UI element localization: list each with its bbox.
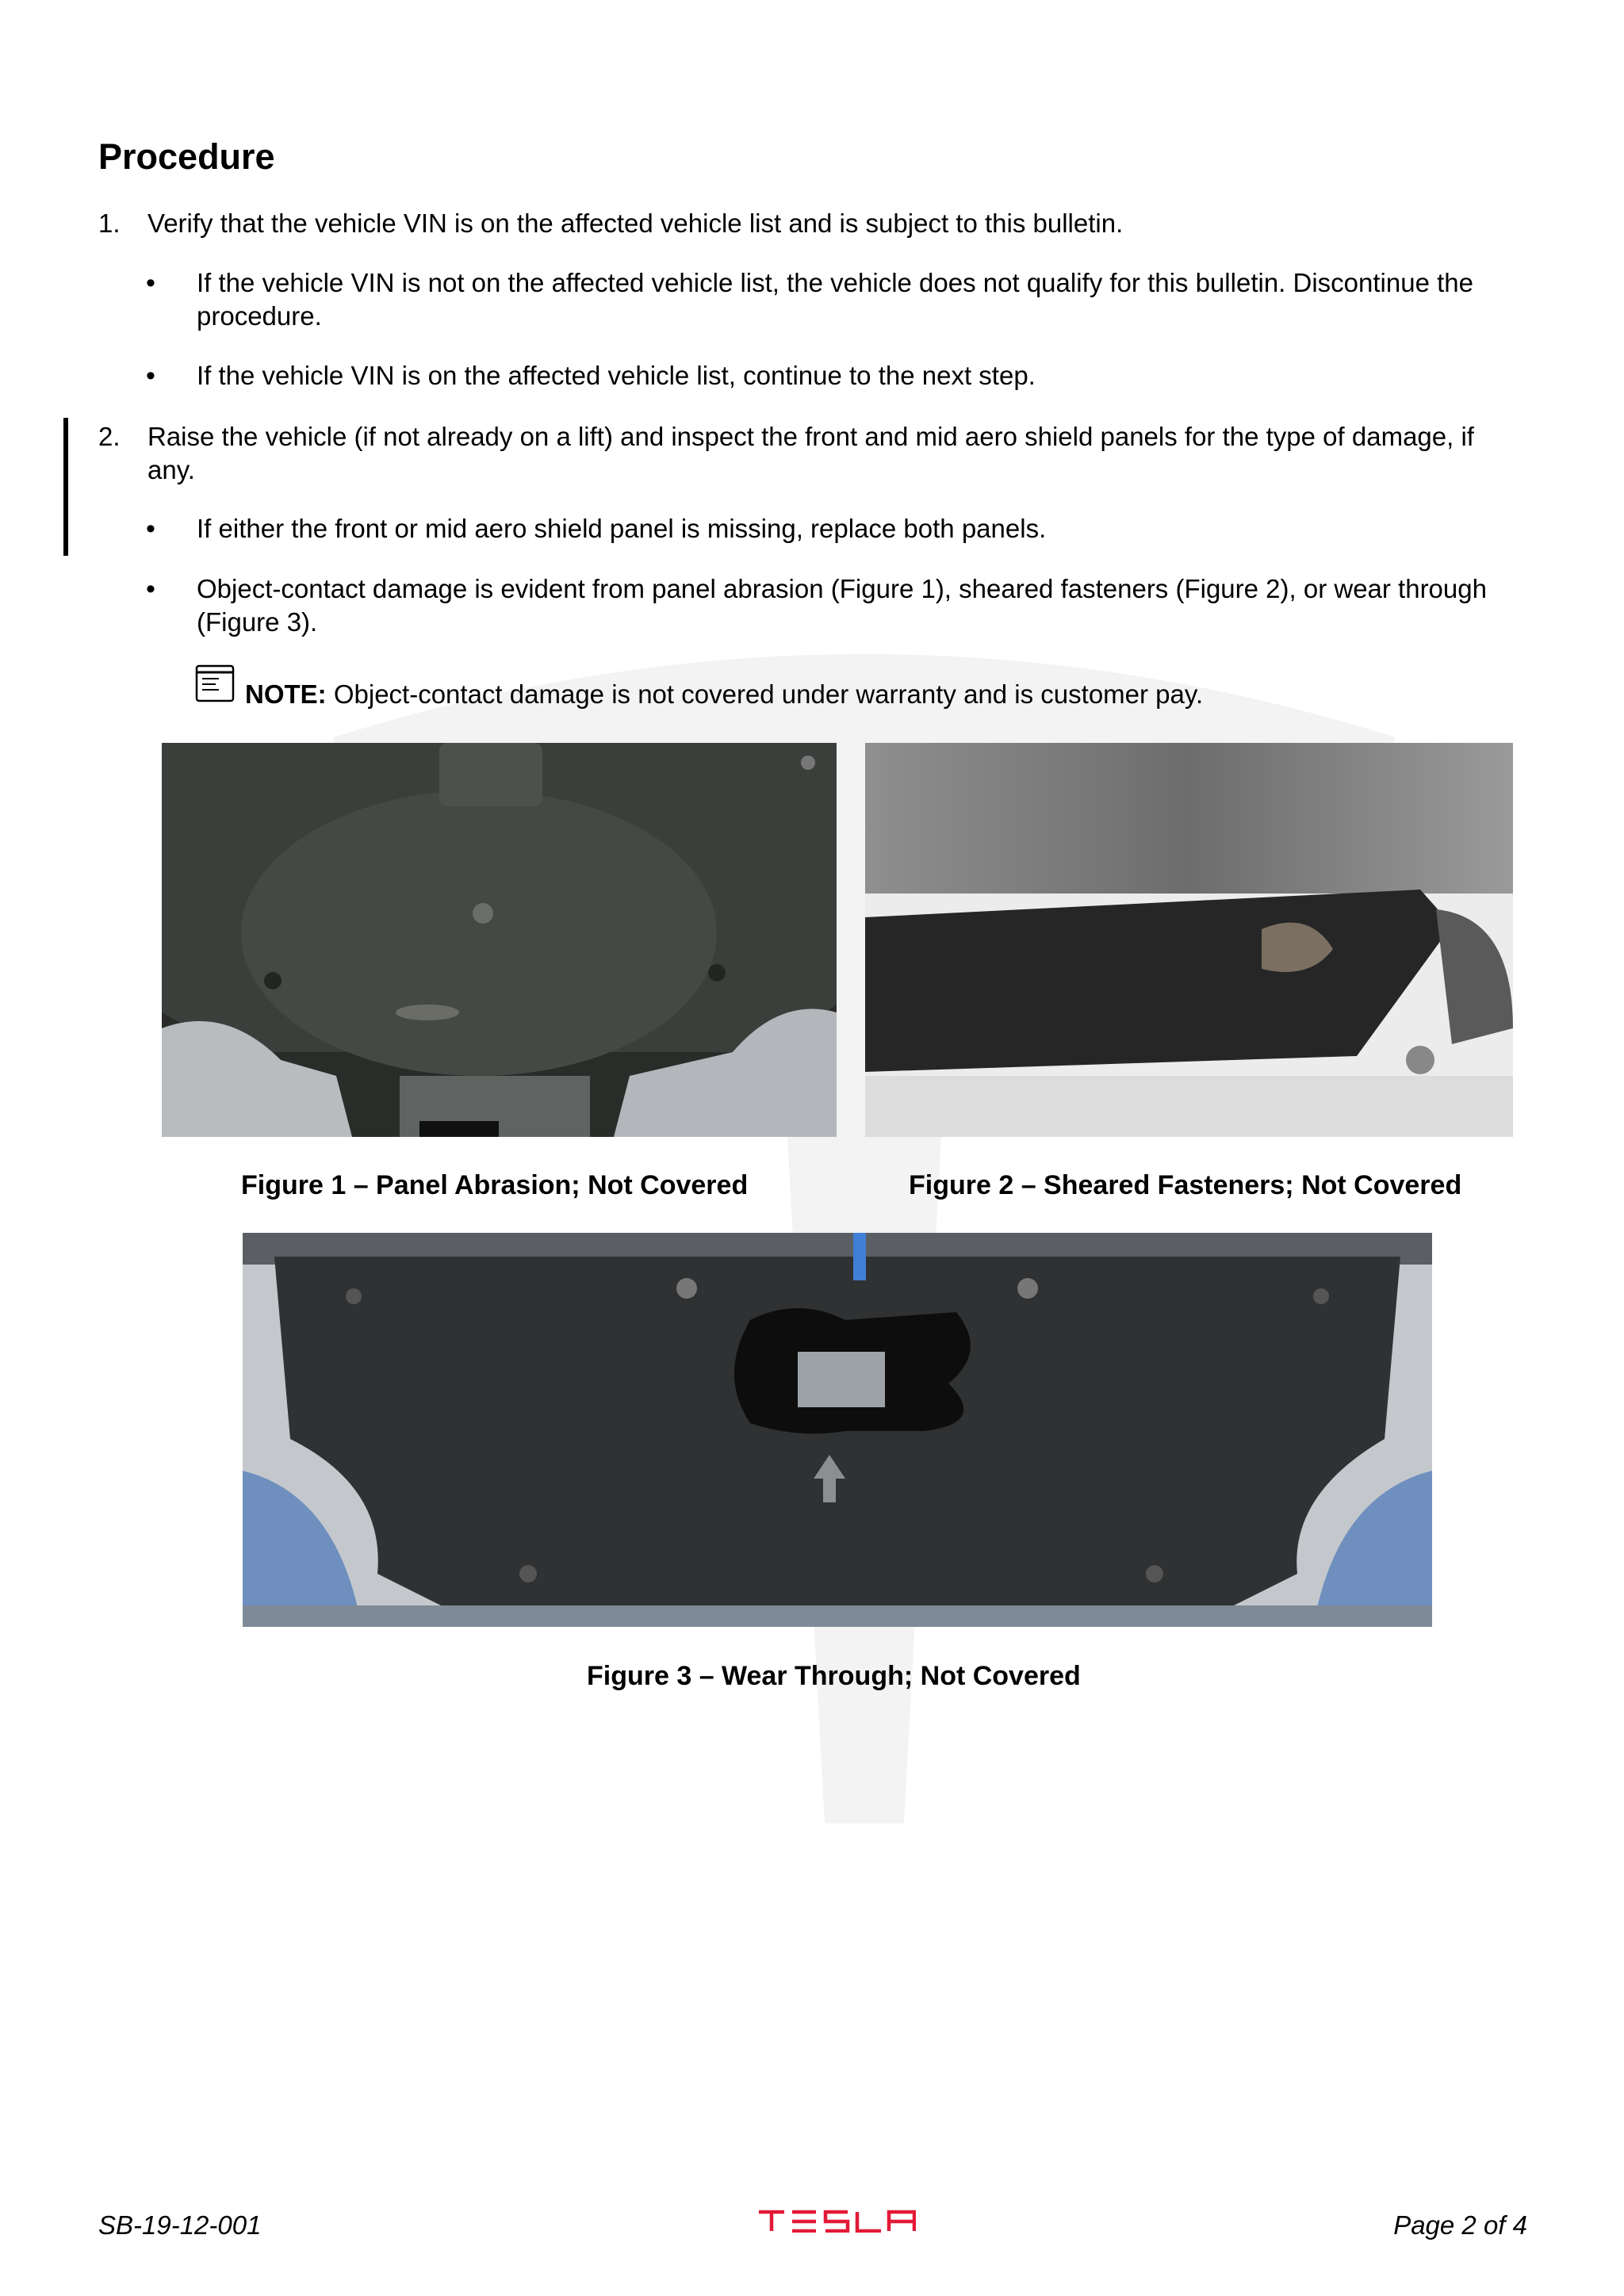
bullet-dot: • (146, 268, 155, 298)
note-icon (195, 664, 236, 704)
figure-2-photo (865, 743, 1513, 1137)
figure-3-photo (243, 1233, 1432, 1627)
step-text: Raise the vehicle (if not already on a lift) and inspect the front and mid aero shield panels for the type of damage, if any. (147, 422, 1474, 484)
note-text (245, 678, 1203, 711)
bullet-text: If either the front or mid aero shield panel is missing, replace both panels. (197, 514, 1047, 543)
bullet-text: If the vehicle VIN is not on the affected vehicle list, the vehicle does not qualify for this bulletin. Discontinue the procedure. (197, 268, 1473, 331)
figure-1-caption: Figure 1 – Panel Abrasion; Not Covered (241, 1170, 749, 1200)
note-label: NOTE: (245, 679, 327, 709)
bullet-text: Object-contact damage is evident from panel abrasion (Figure 1), sheared fasteners (Figure 2), or wear through (Figure 3). (197, 574, 1487, 637)
page-number: Page 2 of 4 (1393, 2210, 1527, 2240)
revision-bar (63, 418, 68, 556)
bullet-dot: • (146, 574, 155, 604)
figure-1-photo (162, 743, 837, 1137)
note-body: Object-contact damage is not covered under warranty and is customer pay. (326, 679, 1204, 709)
figure-3-caption: Figure 3 – Wear Through; Not Covered (587, 1661, 1081, 1691)
bullet-text: If the vehicle VIN is on the affected vehicle list, continue to the next step. (197, 361, 1036, 390)
bullet-dot: • (146, 361, 155, 391)
bulletin-id: SB-19-12-001 (98, 2210, 262, 2240)
section-heading: Procedure (98, 136, 275, 177)
step-number: 2. (98, 422, 121, 451)
tesla-logo (757, 2209, 916, 2233)
figure-2-caption: Figure 2 – Sheared Fasteners; Not Covered (909, 1170, 1462, 1200)
step-text: Verify that the vehicle VIN is on the affected vehicle list and is subject to this bulletin. (147, 209, 1124, 238)
bullet-dot: • (146, 514, 155, 544)
step-number: 1. (98, 209, 121, 238)
